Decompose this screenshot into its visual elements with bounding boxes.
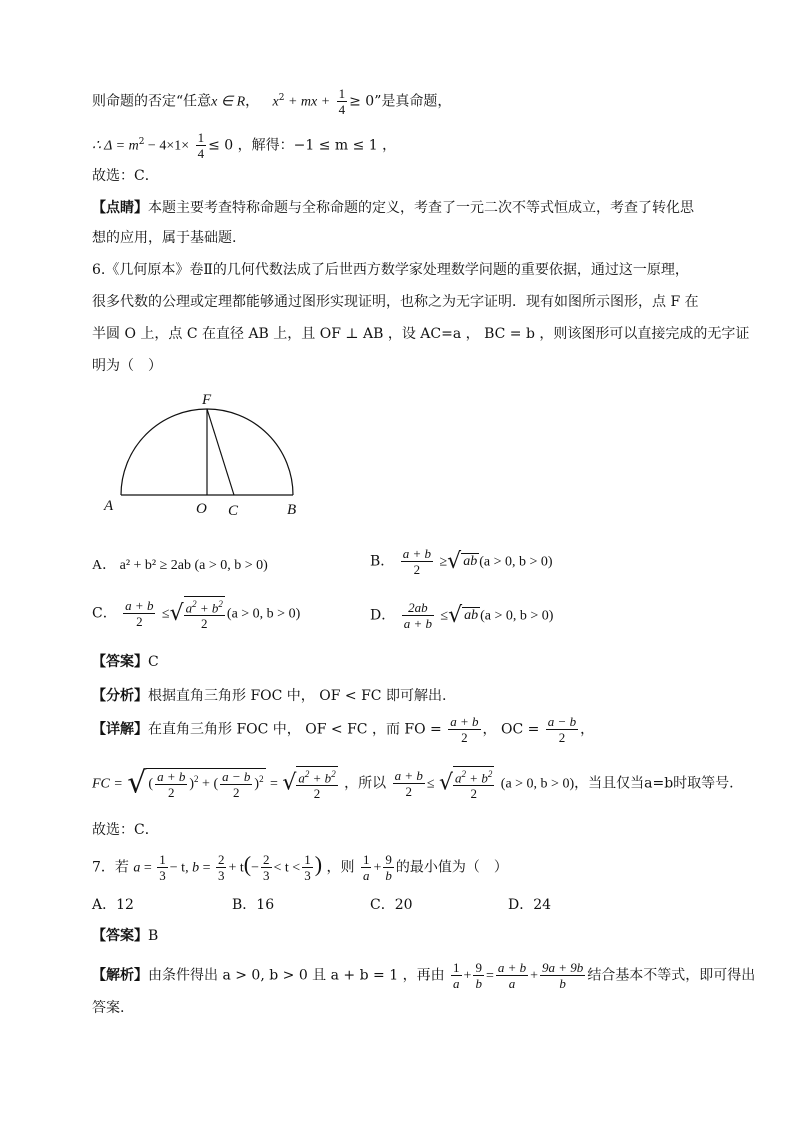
question-6-line-1: 6.《几何原本》卷Ⅱ的几何代数法成了后世西方数学家处理数学问题的重要依据，通过这一原理， <box>92 262 689 278</box>
option-B: B． $\frac{a + b}{2}$ ≥√ ab (a > 0, b > 0) <box>370 546 553 577</box>
option-A: A． a² + b² ≥ 2ab (a > 0, b > 0) <box>92 558 268 573</box>
q7-option-A: A．12 <box>92 897 134 913</box>
question-7: 7．若 a = $\frac{1}{3}$ − t, b = $\frac{2}{3}$ + t(− $\frac{2}{3}$ < t < $\frac{1}{3}$ ) ，则 $\frac{1}{a}$ + $\frac{9}{b}$ 的最小值为（ ） <box>92 851 508 883</box>
semicircle-figure <box>100 388 310 520</box>
q7-option-D: D．24 <box>508 897 552 913</box>
segment-FC <box>207 409 234 495</box>
text-line-5: 想的应用，属于基础题. <box>92 230 237 246</box>
detail-6-line-2: FC = √ ( $\frac{a + b}{2}$ )$^2$ + ( $\frac{a - b}{2}$ )$^2$ = √ $\frac{a^2 + b^2}{2}$ ，所以 $\frac{a + b}{2}$ ≤ √ $\frac{a^2 + b^2}{2}$ (a > 0, b > 0)，当且仅当a=b时取等号. <box>92 765 734 802</box>
detail-6-line-1: 【详解】在直角三角形 FOC 中， OF < FC ，而 FO = $\frac{a + b}{2}$ ， OC = $\frac{a - b}{2}$ ， <box>92 714 595 745</box>
text-line-4: 【点睛】本题主要考查特称命题与全称命题的定义，考查了一元二次不等式恒成立，考查了转化思 <box>92 200 694 216</box>
q7-option-B: B．16 <box>232 897 275 913</box>
option-C: C． $\frac{a + b}{2}$ ≤√ $\frac{a^2 + b^2}{2}$ (a > 0, b > 0) <box>92 596 300 631</box>
label-B: B <box>287 502 297 518</box>
answer-7: 【答案】B <box>92 928 159 944</box>
question-6-line-3: 半圆 O 上，点 C 在直径 AB 上，且 OF ⊥ AB ，设 AC=a ， BC = b ，则该图形可以直接完成的无字证 <box>92 326 750 342</box>
q7-option-C: C．20 <box>370 897 413 913</box>
label-C: C <box>228 503 239 519</box>
option-D: D． $\frac{2ab}{a + b}$ ≤√ ab (a > 0, b > 0) <box>370 600 554 631</box>
text-line-2: ∴ $\Delta = m^2 - 4\times 1\times$ $\frac{1}{4}$ ≤ 0 ，解得：−1 ≤ m ≤ 1 ， <box>92 130 397 161</box>
label-O: O <box>196 501 207 517</box>
question-6-line-2: 很多代数的公理或定理都能够通过图形实现证明，也称之为无字证明．现有如图所示图形，点 F 在 <box>92 294 699 310</box>
jiexi-7-line-2: 答案. <box>92 1000 125 1016</box>
fraction-1-4b: $\frac{1}{4}$ <box>197 130 205 161</box>
question-6-line-4: 明为（ ） <box>92 358 162 374</box>
analysis-6: 【分析】根据直角三角形 FOC 中， OF < FC 即可解出. <box>92 688 447 704</box>
jiexi-7-line-1: 【解析】由条件得出 a > 0, b > 0 且 a + b = 1 ，再由 $\frac{1}{a}$ + $\frac{9}{b}$ = $\frac{a + b}{a}$ + $\frac{9a + 9b}{b}$ 结合基本不等式，即可得出 <box>92 960 756 991</box>
select-6: 故选：C． <box>92 822 159 838</box>
text-line-1: 则命题的否定“任意x ∈ R， $x^2$ + mx + $\frac{1}{4}$ ≥ 0”是真命题， <box>92 86 452 117</box>
answer-6: 【答案】C <box>92 654 159 670</box>
label-A: A <box>104 498 114 514</box>
fraction-1-4: $\frac{1}{4}$ <box>338 86 346 117</box>
text-line-3: 故选：C． <box>92 168 159 184</box>
label-F: F <box>202 392 212 408</box>
